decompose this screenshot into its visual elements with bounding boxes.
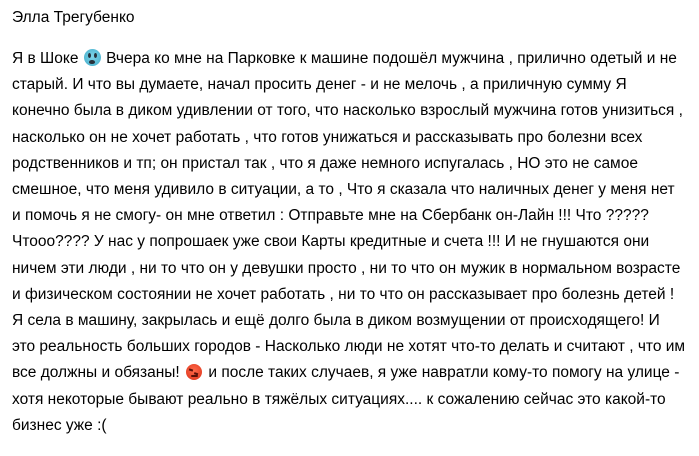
post-author: Элла Трегубенко <box>12 9 135 26</box>
post-text-segment-1: Я в Шоке <box>12 50 79 67</box>
post-text <box>12 46 687 439</box>
post-text-segment-3: и после таких случаев, я уже навратли кому-то помогу на улице - хотя некоторые бывают реально в тяжёлых ситуациях.... к сожалению сейчас это какой-то бизнес уже :( <box>12 364 680 434</box>
face-screaming-in-fear-emoji <box>84 49 101 66</box>
pouting-face-emoji <box>186 364 202 380</box>
post-text-segment-2: Вчера ко мне на Парковке к машине подошёл мужчина , прилично одетый и не старый. И что вы думаете, начал просить денег - и не мелочь , а приличную сумму Я конечно была в диком удивлении от того, что насколько взрослый мужчина готов унизиться , насколько он не хочет работать , что готов унижаться и рассказывать про болезни всех родственников и тп; он пристал так , что я даже немного испугалась , НО это не самое смешное, что меня удивило в ситуации, а то , Что я сказала что наличных денег у меня нет и помочь я не смогу- он мне ответил : Отправьте мне на Сбербанк он-Лайн !!! Что ????? Чтооо???? У нас у попрошаек уже свои Карты кредитные и счета !!! И не гнушаются они ничем эти люди , ни то что он у девушки просто , ни то что он мужик в нормальном возрасте и физическом состоянии не хочет работать , ни то что он рассказывает про болезнь детей ! Я села в машину, закрылась и ещё долго была в диком возмущении от происходящего! И это реальность больших городов - Насколько люди не хотят что-то делать и считают , что им все должны и обязаны! <box>12 50 686 382</box>
